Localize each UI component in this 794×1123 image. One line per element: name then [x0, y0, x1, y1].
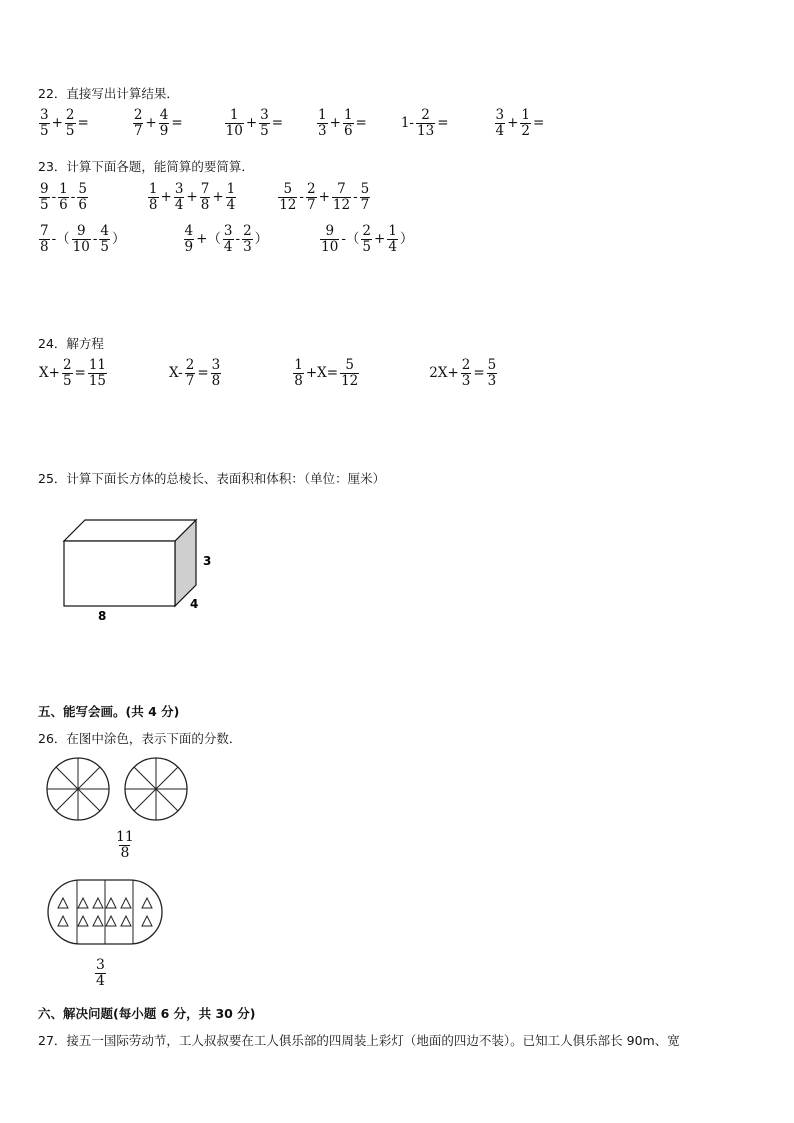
fraction	[77, 182, 88, 213]
fraction	[293, 358, 304, 389]
fraction-denominator: 8	[120, 845, 130, 861]
fraction	[88, 358, 107, 389]
fraction-numerator: 2	[133, 107, 143, 123]
fraction	[185, 358, 196, 389]
operator: =	[473, 365, 485, 381]
circle-1[interactable]	[47, 758, 109, 820]
fraction	[99, 224, 110, 255]
operator: -	[299, 189, 304, 205]
fraction-denominator: 7	[306, 197, 316, 213]
fraction-numerator: 3	[260, 107, 269, 123]
circles-diagram	[40, 755, 205, 825]
fraction-numerator: 4	[159, 107, 169, 123]
fraction	[174, 182, 185, 213]
operator: -	[70, 189, 76, 205]
q23-title: 23．计算下面各题，能简算的要简算．	[38, 159, 254, 174]
q24-title: 24．解方程	[38, 336, 104, 351]
math-expression	[183, 224, 270, 255]
fraction-denominator: 8	[200, 197, 210, 213]
operator: 2X+	[429, 365, 459, 381]
fraction-numerator: 5	[360, 181, 370, 197]
math-expression	[147, 182, 237, 213]
fraction	[159, 108, 170, 139]
operator: X+	[39, 365, 60, 381]
section-5-title: 五、能写会画。(共 4 分)	[38, 704, 180, 719]
operator: ）	[254, 231, 269, 247]
operator: ）	[399, 231, 414, 247]
fraction-denominator: 3	[318, 123, 327, 139]
operator: 1-	[400, 115, 414, 131]
fraction	[416, 108, 435, 139]
math-expression	[316, 108, 368, 139]
fraction-eleven-eighths	[114, 830, 136, 861]
math-expression	[292, 358, 360, 389]
operator: +	[51, 115, 63, 131]
fraction-numerator: 4	[184, 223, 194, 239]
fraction-denominator: 7	[133, 123, 143, 139]
operator: ）	[112, 231, 126, 247]
cuboid-diagram	[50, 515, 230, 630]
fraction	[200, 182, 211, 213]
fraction-denominator: 7	[360, 197, 370, 213]
fraction	[361, 224, 372, 255]
operator: =	[533, 115, 545, 131]
fraction-numerator: 2	[65, 107, 75, 123]
operator: -（	[341, 231, 360, 247]
fraction-numerator: 1	[148, 181, 158, 197]
circle-2[interactable]	[125, 758, 187, 820]
fraction-denominator: 6	[343, 123, 353, 139]
operator: +	[145, 115, 157, 131]
fraction-numerator: 5	[283, 181, 293, 197]
fraction	[225, 108, 244, 139]
fraction-numerator: 9	[325, 223, 335, 239]
q24-equations	[38, 358, 498, 389]
fraction-numerator: 7	[200, 181, 210, 197]
fraction	[72, 224, 91, 255]
fraction-denominator: 5	[40, 123, 49, 139]
fraction-denominator: 2	[521, 123, 530, 139]
fraction-numerator: 2	[243, 223, 252, 239]
section-6-title: 六、解决问题(每小题 6 分，共 30 分)	[38, 1006, 256, 1021]
math-expression	[168, 358, 222, 389]
math-expression	[38, 108, 90, 139]
fraction-denominator: 5	[40, 197, 49, 213]
operator: -	[235, 231, 241, 247]
fraction-denominator: 10	[321, 239, 339, 255]
math-expression	[38, 224, 127, 255]
operator: =	[171, 115, 183, 131]
fraction	[242, 224, 253, 255]
fraction	[487, 358, 498, 389]
math-expression	[400, 108, 450, 139]
cuboid-front-face	[64, 541, 175, 606]
math-expression	[224, 108, 284, 139]
fraction-denominator: 5	[100, 239, 109, 255]
fraction	[495, 108, 506, 139]
fraction-denominator: 7	[185, 373, 195, 389]
triangles-oval-diagram[interactable]	[46, 877, 166, 949]
fraction-numerator: 1	[388, 223, 397, 239]
fraction-denominator: 12	[332, 197, 351, 213]
fraction-numerator: 3	[211, 357, 221, 373]
q23-row-1	[38, 182, 371, 213]
fraction-denominator: 10	[72, 239, 90, 255]
fraction-denominator: 12	[341, 373, 359, 389]
operator: X-	[169, 365, 183, 381]
operator: -	[353, 189, 358, 205]
q22-expressions	[38, 108, 545, 139]
fraction	[211, 358, 222, 389]
fraction-numerator: 1	[229, 107, 239, 123]
fraction	[226, 182, 237, 213]
operator: -	[92, 231, 98, 247]
fraction-denominator: 15	[88, 373, 107, 389]
fraction	[133, 108, 144, 139]
fraction-denominator: 4	[495, 123, 505, 139]
fraction-numerator: 9	[40, 181, 49, 197]
cuboid-length-label: 8	[98, 609, 107, 623]
fraction	[65, 108, 76, 139]
fraction-numerator: 7	[337, 181, 346, 197]
fraction-numerator: 7	[40, 223, 49, 239]
operator: +	[507, 115, 519, 131]
fraction	[39, 108, 50, 139]
fraction-numerator: 1	[59, 181, 68, 197]
fraction-denominator: 3	[487, 373, 497, 389]
fraction-denominator: 6	[59, 197, 68, 213]
fraction	[223, 224, 234, 255]
fraction-denominator: 4	[226, 197, 236, 213]
operator: +	[245, 115, 258, 131]
fraction-numerator: 3	[96, 957, 105, 973]
fraction-numerator: 5	[345, 357, 354, 373]
fraction-numerator: 2	[421, 107, 430, 123]
fraction	[39, 224, 50, 255]
q22-title: 22．直接写出计算结果．	[38, 86, 179, 101]
fraction-denominator: 3	[243, 239, 252, 255]
fraction-denominator: 4	[388, 239, 397, 255]
operator: +	[160, 189, 172, 205]
math-expression	[494, 108, 546, 139]
fraction	[184, 224, 195, 255]
math-expression	[132, 108, 184, 139]
q23-row-2	[38, 224, 414, 255]
fraction	[320, 224, 339, 255]
q25-title: 25．计算下面长方体的总棱长、表面积和体积：（单位：厘米）	[38, 471, 386, 486]
operator: +	[186, 189, 198, 205]
q26-title: 26．在图中涂色，表示下面的分数．	[38, 731, 242, 746]
fraction-numerator: 4	[100, 223, 109, 239]
fraction-denominator: 12	[279, 197, 297, 213]
operator: =	[271, 115, 284, 131]
fraction	[461, 358, 472, 389]
math-expression	[319, 224, 414, 255]
operator: =	[77, 115, 89, 131]
fraction	[259, 108, 270, 139]
fraction	[360, 182, 371, 213]
fraction-numerator: 1	[343, 107, 353, 123]
fraction-numerator: 1	[226, 181, 236, 197]
operator: +	[212, 189, 224, 205]
fraction-numerator: 1	[318, 107, 327, 123]
operator: =	[74, 365, 86, 381]
fraction	[58, 182, 69, 213]
fraction	[148, 182, 159, 213]
fraction-numerator: 2	[461, 357, 471, 373]
fraction	[332, 182, 351, 213]
fraction-denominator: 9	[184, 239, 194, 255]
fraction-denominator: 8	[40, 239, 49, 255]
fraction-numerator: 3	[174, 181, 184, 197]
math-expression	[38, 358, 108, 389]
fraction	[520, 108, 531, 139]
fraction-numerator: 3	[495, 107, 505, 123]
fraction-denominator: 8	[148, 197, 158, 213]
fraction-denominator: 10	[225, 123, 243, 139]
fraction	[39, 182, 50, 213]
operator: +X=	[305, 365, 339, 381]
fraction-denominator: 3	[461, 373, 471, 389]
fraction-numerator: 2	[185, 357, 195, 373]
q27-text: 27．接五一国际劳动节，工人叔叔要在工人俱乐部的四周装上彩灯（地面的四边不装）。已知工人俱乐部长 90m、宽	[38, 1033, 680, 1048]
fraction-numerator: 5	[487, 357, 497, 373]
fraction-numerator: 11	[116, 829, 134, 845]
fraction-numerator: 2	[62, 357, 72, 373]
fraction-numerator: 3	[40, 107, 49, 123]
operator: +	[374, 231, 386, 247]
fraction-denominator: 4	[96, 973, 105, 989]
fraction	[387, 224, 398, 255]
cuboid-width-label: 4	[190, 597, 199, 611]
math-expression	[277, 182, 371, 213]
operator: -（	[51, 231, 70, 247]
operator: +	[318, 189, 330, 205]
fraction	[343, 108, 354, 139]
fraction-denominator: 4	[223, 239, 233, 255]
operator: =	[437, 115, 449, 131]
fraction-denominator: 5	[62, 373, 72, 389]
fraction-numerator: 1	[521, 107, 530, 123]
fraction-denominator: 5	[260, 123, 269, 139]
fraction-numerator: 2	[306, 181, 316, 197]
fraction-denominator: 5	[65, 123, 75, 139]
fraction-denominator: 4	[174, 197, 184, 213]
fraction	[62, 358, 73, 389]
fraction-denominator: 8	[294, 373, 303, 389]
fraction-numerator: 9	[76, 223, 86, 239]
operator: -	[51, 189, 57, 205]
operator: +	[329, 115, 341, 131]
fraction-numerator: 3	[223, 223, 233, 239]
fraction-denominator: 13	[417, 123, 435, 139]
fraction-numerator: 5	[78, 181, 87, 197]
fraction-denominator: 8	[211, 373, 221, 389]
operator: +（	[196, 231, 221, 247]
math-expression	[38, 182, 89, 213]
fraction	[306, 182, 317, 213]
fraction-numerator: 2	[362, 223, 371, 239]
fraction-numerator: 11	[88, 357, 107, 373]
fraction-three-quarters	[94, 958, 107, 989]
fraction-numerator: 1	[294, 357, 303, 373]
fraction	[317, 108, 328, 139]
fraction	[278, 182, 297, 213]
fraction-denominator: 6	[78, 197, 87, 213]
fraction	[340, 358, 359, 389]
fraction-denominator: 9	[159, 123, 169, 139]
fraction-denominator: 5	[362, 239, 371, 255]
operator: =	[197, 365, 209, 381]
math-expression	[428, 358, 498, 389]
operator: =	[355, 115, 367, 131]
cuboid-height-label: 3	[203, 554, 212, 568]
cuboid-top-face	[64, 520, 196, 541]
